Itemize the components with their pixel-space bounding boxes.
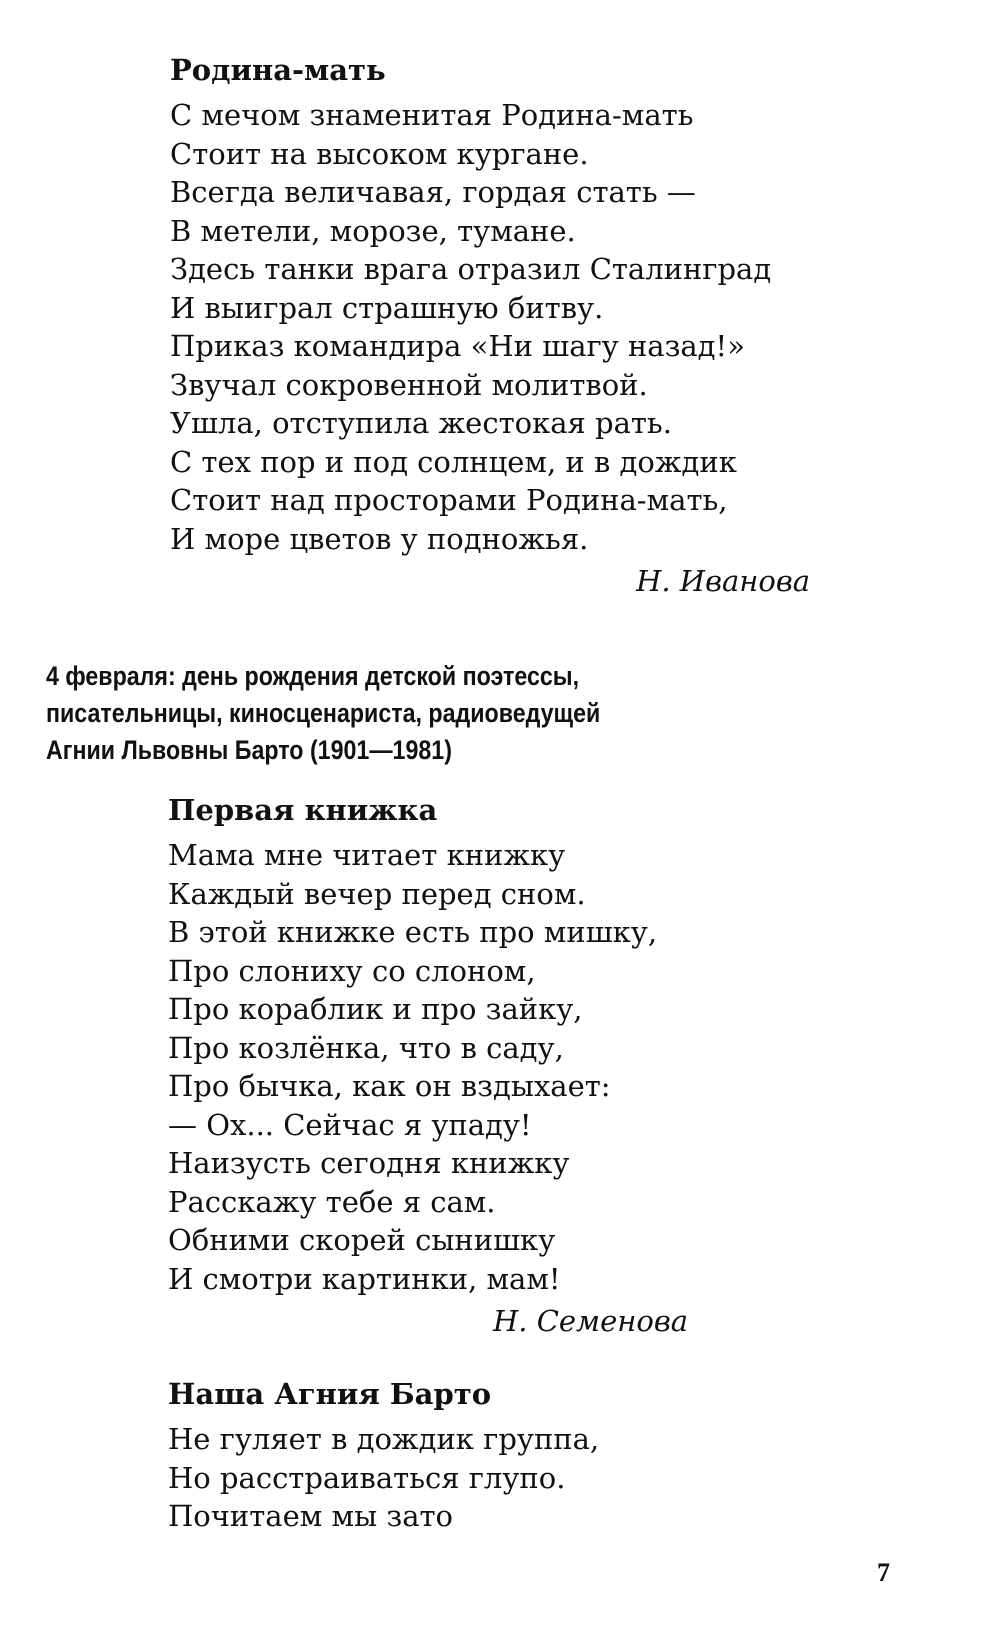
poem-line: И море цветов у подножья. [170, 521, 589, 556]
poem-line: Приказ командира «Ни шагу назад!» [170, 329, 745, 363]
poem-line: Но расстраиваться глупо. [168, 1460, 566, 1495]
poem-line: В этой книжке есть про мишку, [168, 915, 658, 949]
poem-line: Здесь танки врага отразил Сталинград [170, 252, 772, 286]
poem-author: Н. Иванова [636, 564, 810, 598]
poem-line: В метели, морозе, тумане. [170, 213, 576, 248]
poem-line: Ушла, отступила жестокая рать. [170, 406, 672, 440]
poem-line: — Ох... Сейчас я упаду! [168, 1107, 532, 1142]
poem-line: С тех пор и под солнцем, и в дождик [170, 444, 737, 479]
poem-line: Всегда величавая, гордая стать — [170, 175, 696, 209]
poem-title: Первая книжка [168, 793, 438, 827]
poem-author: Н. Семенова [492, 1304, 688, 1338]
poem-line: Стоит над просторами Родина-мать, [170, 483, 728, 517]
poem-lines [170, 96, 810, 558]
heading-line: писательницы, киносценариста, радиоведущей [46, 698, 601, 728]
poem-lines [168, 836, 688, 1298]
poem-line: Каждый вечер перед сном. [168, 876, 586, 911]
section-heading [46, 658, 700, 769]
poem-line: Не гуляет в дождик группа, [168, 1422, 600, 1456]
poem-line: Про бычка, как он вздыхает: [168, 1069, 611, 1103]
poem-line: Про слониху со слоном, [168, 953, 536, 988]
poem-title: Родина-мать [170, 53, 386, 87]
heading-line: Агнии Львовны Барто (1901—1981) [46, 735, 452, 765]
heading-line: 4 февраля: день рождения детской поэтессы, [46, 661, 580, 691]
page-number: 7 [877, 1558, 890, 1587]
poem-line: Про козлёнка, что в саду, [168, 1030, 564, 1065]
poem-line: И выиграл страшную битву. [170, 290, 604, 325]
poem-line: Звучал сокровенной молитвой. [170, 367, 648, 402]
poem-line: Почитаем мы зато [168, 1499, 453, 1533]
poem-line: Мама мне читает книжку [168, 838, 566, 872]
poem-line: С мечом знаменитая Родина-мать [170, 98, 694, 132]
poem-lines [168, 1420, 688, 1536]
poem-nasha-agniya-barto [168, 1374, 688, 1536]
poem-line: Расскажу тебе я сам. [168, 1184, 496, 1219]
poem-pervaya-knizhka [168, 790, 688, 1340]
poem-line: Стоит на высоком кургане. [170, 136, 589, 171]
poem-rodina-mat [170, 50, 810, 600]
poem-title: Наша Агния Барто [168, 1377, 492, 1411]
poem-line: Обними скорей сынишку [168, 1223, 556, 1257]
poem-line: И смотри картинки, мам! [168, 1261, 561, 1296]
poem-line: Про кораблик и про зайку, [168, 992, 583, 1026]
poem-line: Наизусть сегодня книжку [168, 1146, 570, 1180]
